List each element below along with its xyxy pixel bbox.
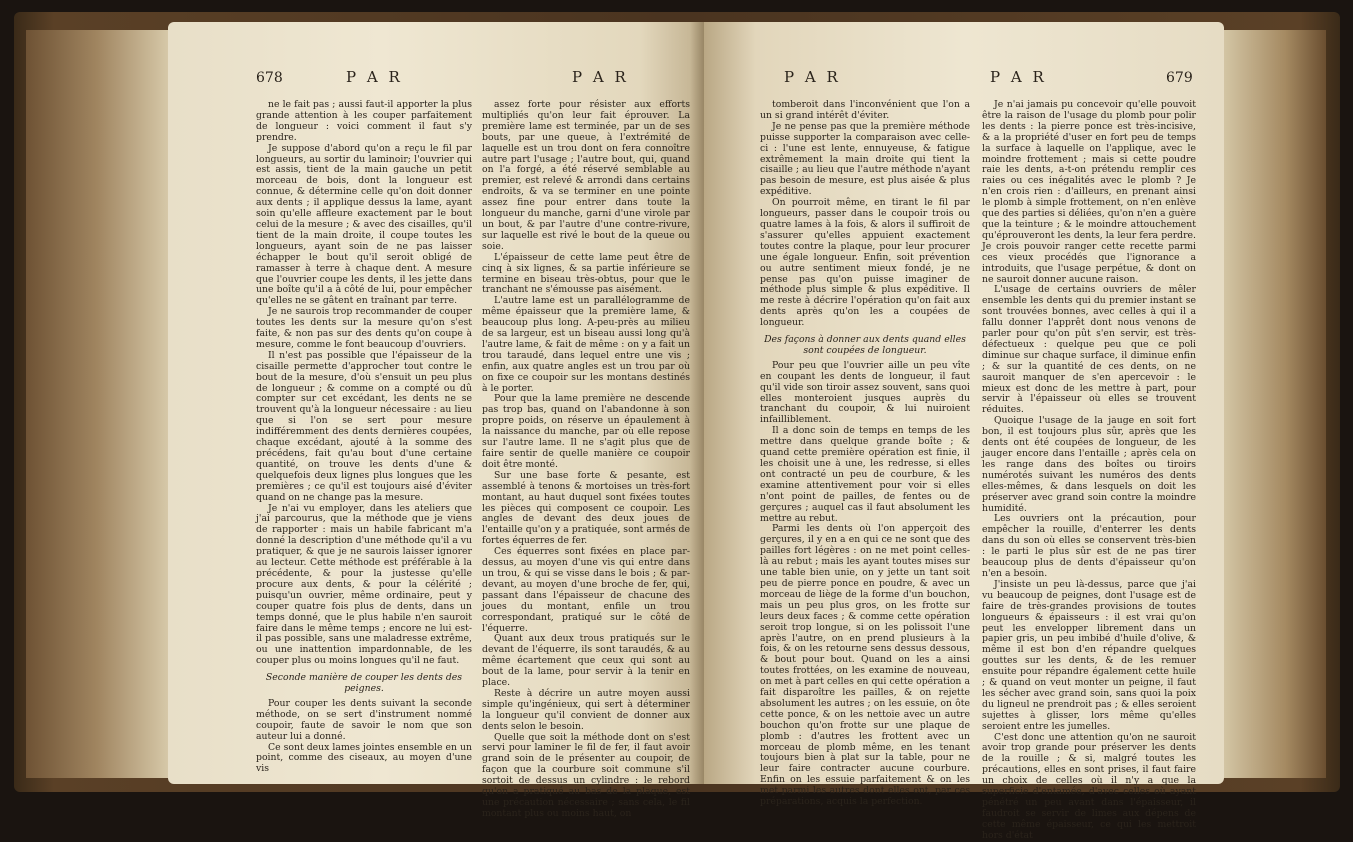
- paragraph: Ce sont deux lames jointes ensemble en un point, comme des ciseaux, au moyen d'une vis: [256, 741, 472, 775]
- paragraph: ne le fait pas ; aussi faut-il apporter la plus grande attention à les couper parfaitement de longueur : voici comment il faut s'y prendre.: [256, 99, 472, 143]
- paragraph: L'usage de certains ouvriers de mêler ensemble les dents qui du premier instant se sont trouvées bonnes, avec celles à qui il a fallu donner l'apprêt dont nous venons de parler pour qu'on pût s'en servir, est très-défectueux : quelque peu que ce poli diminue sur chaque surface, il diminue enfin ; & sur la quantité de ces dents, on ne sauroit manquer de s'en apercevoir : le mieux est donc de les mettre à part, pour servir à l'épaisseur où elles se trouvent réduites.: [982, 284, 1196, 416]
- paragraph: tomberoit dans l'inconvénient que l'on a un si grand intérêt d'éviter.: [760, 99, 970, 121]
- paragraph: Je suppose d'abord qu'on a reçu le fil par longueurs, au sortir du laminoir; l'ouvrier qui est assis, tient de la main gauche un petit morceau de bois, dont la longueur est connue, & détermine celle qu'on doit donner aux dents ; il applique dessus la lame, ayant soin qu'elle affleure exactement par le bout celui de la mesure ; & avec des cisailles, qu'il tient de la main droite, il coupe toutes les longueurs, ayant soin de ne pas laisser échapper le bout qu'il seroit obligé de ramasser à terre à chaque dent. A mesure que l'ouvrier coupe les dents, il les jette dans une boîte qu'il a à côté de lui, pour empêcher qu'elles ne se gâtent en traînant par terre.: [256, 142, 472, 307]
- paragraph: Pour peu que l'ouvrier aille un peu vîte en coupant les dents de longueur, il faut qu'il vide son tiroir assez souvent, sans quoi elles monteroient jusques auprès du tranchant du coupoir, & lui nuiroient infailliblement.: [760, 359, 970, 426]
- left-page-stack: [26, 30, 168, 778]
- text-column-2: [982, 99, 1196, 841]
- paragraph: Sur une base forte & pesante, est assemblé à tenons & mortoises un très-fort montant, au haut duquel sont fixées toutes les pièces qui composent ce coupoir. Les angles de devant des deux joues de l'entaille qu'on y a pratiquée, sont armés de fortes équerres de fer.: [482, 469, 690, 547]
- paragraph: Pour que la lame première ne descende pas trop bas, quand on l'abandonne à son propre poids, on réserve un épaulement à la naissance du manche, par où elle repose sur l'autre lame. Il ne s'agit plus que de faire sentir de quelle manière ce coupoir doit être monté.: [482, 393, 690, 470]
- paragraph: Il n'est pas possible que l'épaisseur de la cisaille permette d'approcher tout contre le bout de la mesure, d'où s'ensuit un peu plus de longueur ; & comme on a compté ou dû compter sur cet excédant, les dents ne se trouvent qu'à la longueur nécessaire : au lieu que si l'on se sert pour mesure indifféremment des dents dernières coupées, chaque excédant, ajouté à la somme des précédens, fait qu'au bout d'une certaine quantité, on trouve les dents d'une & quelquefois deux lignes plus longues que les premières ; ce qu'il est toujours aisé d'éviter quand on ne change pas la mesure.: [256, 349, 472, 503]
- paragraph: Quant aux deux trous pratiqués sur le devant de l'équerre, ils sont taraudés, & au même écartement que ceux qui sont au bout de la lame, pour servir à la tenir en place.: [482, 633, 690, 689]
- paragraph: Les ouvriers ont la précaution, pour empêcher la rouille, d'enterrer les dents dans du son où elles se conservent très-bien : le parti le plus sûr est de ne pas tirer beaucoup plus de dents d'épaisseur qu'on n'en a besoin.: [982, 513, 1196, 579]
- text-column-1: [760, 99, 970, 808]
- paragraph: Il a donc soin de temps en temps de les mettre dans quelque grande boîte ; & quand cette première opération est finie, il les choisit une à une, les redresse, si elles ont contracté un peu de courbure, & les examine attentivement pour voir si elles n'ont point de pailles, de fentes ou de gerçures ; auquel cas il faut absolument les mettre au rebut.: [760, 425, 970, 524]
- running-head: P A R: [572, 68, 629, 86]
- paragraph: Je ne pense pas que la première méthode puisse supporter la comparaison avec celle-ci : l'une est lente, ennuyeuse, & fatigue extrêmement la main droite qui tient la cisaille ; au lieu que l'autre méthode n'ayant pas besoin de mesure, est plus aisée & plus expéditive.: [760, 120, 970, 198]
- paragraph: On pourroit même, en tirant le fil par longueurs, passer dans le coupoir trois ou quatre lames à la fois, & alors il suffiroit de s'assurer qu'elles appuient exactement toutes contre la plaque, pour leur procurer une égale longueur. Enfin, soit prévention ou autre sentiment mieux fondé, je ne pense pas qu'on puisse imaginer de méthode plus simple & plus expéditive. Il me reste à décrire l'opération qu'on fait aux dents après qu'on les a coupées de longueur.: [760, 197, 970, 329]
- right-page-stack: [1224, 30, 1326, 778]
- paragraph: Quoique l'usage de la jauge en soit fort bon, il est toujours plus sûr, après que les dents ont été coupées de longueur, de les jauger encore dans l'entaille ; après cela on les range dans des boîtes ou tiroirs numérotés suivant les numéros des dents elles-mêmes, & dans lesquels on doit les préserver avec grand soin contre la moindre humidité.: [982, 415, 1196, 514]
- text-column-2: [482, 99, 690, 819]
- paragraph: Je n'ai vu employer, dans les ateliers que j'ai parcourus, que la méthode que je viens de rapporter : mais un habile fabricant m'a donné la description d'une méthode qu'il a vu pratiquer, & que je ne saurois laisser ignorer au lecteur. Cette méthode est préférable à la précédente, & pour la justesse qu'elle procure aux dents, & pour la célérité ; puisqu'un ouvrier, même ordinaire, peut y couper quatre fois plus de dents, dans un temps donné, que le plus habile n'en sauroit faire dans le même temps ; encore ne lui est-il pas possible, sans une maladresse extrême, ou une inattention impardonnable, de les couper plus ou moins longues qu'il ne faut.: [256, 502, 472, 667]
- running-head: P A R: [346, 68, 403, 86]
- section-heading: Des façons à donner aux dents quand elles sont coupées de longueur.: [764, 334, 966, 356]
- paragraph: J'insiste un peu là-dessus, parce que j'ai vu beaucoup de peignes, dont l'usage est de faire de très-grandes provisions de toutes longueurs & épaisseurs : il est vrai qu'on peut les envelopper librement dans un papier gris, un peu imbibé d'huile d'olive, & même il est bon d'en répandre quelques gouttes sur les dents, & de les remuer ensuite pour répandre également cette huile ; & quand on veut monter un peigne, il faut les sécher avec grand soin, sans quoi la poix du ligneul ne prendroit pas ; & elles seroient sujettes à glisser, lors même qu'elles seroient entre les jumelles.: [982, 578, 1196, 732]
- paragraph: Quelle que soit la méthode dont on s'est servi pour laminer le fil de fer, il faut avoir grand soin de le présenter au coupoir, de façon que la courbure soit commune s'il sortoit de dessus un cylindre : le rebord qu'on a pratiqué au bas de la plaque, est une précaution nécessaire ; sans cela, le fil montant plus ou moins haut, on: [482, 731, 690, 819]
- paragraph: L'autre lame est un parallélogramme de même épaisseur que la première lame, & beaucoup plus long. A-peu-près au milieu de sa largeur, est un biseau aussi long qu'à l'autre lame, & fait de même : on y a fait un trou taraudé, dans lequel entre une vis ; enfin, aux quatre angles est un trou par où on fixe ce coupoir sur les montans destinés à le porter.: [482, 295, 690, 394]
- paragraph: Ces équerres sont fixées en place par-dessus, au moyen d'une vis qui entre dans un trou, & qui se visse dans le bois ; & par-devant, au moyen d'une broche de fer, qui, passant dans l'épaisseur de chacune des joues du montant, enfile un trou correspondant, pratiqué sur le côté de l'équerre.: [482, 546, 690, 634]
- paragraph: Je n'ai jamais pu concevoir qu'elle pouvoit être la raison de l'usage du plomb pour polir les dents : la pierre ponce est très-incisive, & a la propriété d'user en fort peu de temps la surface à laquelle on l'applique, avec le moindre frottement ; mais si cette poudre raie les dents, a-t-on prétendu remplir ces raies ou ces inégalités avec le plomb ? Je n'en crois rien : d'ailleurs, en prenant ainsi le plomb à simple frottement, on n'en enlève que des parties si déliées, qu'on n'en a guère que la teinture ; & le moindre attouchement qu'éprouveront les dents, la leur fera perdre. Je crois pouvoir ranger cette recette parmi ces vieux procédés que l'ignorance a introduits, que l'usage perpétue, & dont on ne sauroit donner aucune raison.: [982, 99, 1196, 285]
- paragraph: Je ne saurois trop recommander de couper toutes les dents sur la mesure qu'on s'est faite, & non pas sur des dents qu'on coupe à mesure, comme le font beaucoup d'ouvriers.: [256, 306, 472, 350]
- paragraph: L'épaisseur de cette lame peut être de cinq à six lignes, & sa partie inférieure se termine en biseau très-obtus, pour que le tranchant ne s'émousse pas aisément.: [482, 251, 690, 296]
- running-head: P A R: [784, 68, 841, 86]
- running-head: P A R: [990, 68, 1047, 86]
- left-page: [168, 22, 704, 819]
- paragraph: C'est donc une attention qu'on ne sauroit avoir trop grande pour préserver les dents de la rouille ; & si, malgré toutes les précautions, elles en sont prises, il faut faire un choix de celles où il n'y a que la superficie d'entamée, d'avec celles où ayant pénétré un peu avant dans l'épaisseur, il faudroit se servir de limes aux dépens de cette même épaisseur, ce qui les mettroit hors d'état: [982, 731, 1196, 841]
- paragraph: Parmi les dents où l'on apperçoit des gerçures, il y en a en qui ce ne sont que des pailles fort légères : on ne met point celles-là au rebut ; mais les ayant toutes mises sur une table bien unie, on y jette un tant soit peu de pierre ponce en poudre, & avec un morceau de liège de la forme d'un bouchon, mais un peu plus gros, on les frotte sur leurs deux faces ; & comme cette opération seroit trop longue, si on les polissoit l'une après l'autre, on en prend plusieurs à la fois, & on les retourne sens dessus dessous, & bout pour bout. Quand on les a ainsi toutes frottées, on les examine de nouveau, on met à part celles en qui cette opération a fait disparoître les pailles, & on rejette absolument les autres ; on les essuie, on ôte cette ponce, & on les nettoie avec un autre bouchon qu'on frotte sur une plaque de plomb : d'autres les frottent avec un morceau de plomb même, en les tenant toujours bien à plat sur la table, pour ne leur faire contracter aucune courbure. Enfin on les essuie parfaitement & on les met parmi les autres dont elles ont, par ces préparations, acquis la perfection.: [760, 523, 970, 808]
- right-page: [704, 22, 1224, 841]
- paragraph: Pour couper les dents suivant la seconde méthode, on se sert d'instrument nommé coupoir, faute de savoir le nom que son auteur lui a donné.: [256, 697, 472, 742]
- text-column-1: [256, 99, 472, 775]
- section-heading: Seconde manière de couper les dents des peignes.: [265, 672, 463, 695]
- paragraph: assez forte pour résister aux efforts multipliés qu'on leur fait éprouver. La première lame est terminée, par un de ses bouts, par une queue, à l'extrémité de laquelle est un trou dont on fera connoître autre part l'usage ; l'autre bout, qui, quand on l'a forgé, a été réservé semblable au premier, est relevé & arrondi dans certains endroits, & va se terminer en une pointe assez fine pour entrer dans toute la longueur du manche, garni d'une virole par un bout, & par l'autre d'une contre-rivure, sur laquelle est rivé le bout de la queue ou soie.: [482, 99, 690, 252]
- page-number: 679: [1166, 70, 1193, 86]
- page-number: 678: [256, 70, 283, 86]
- paragraph: Reste à décrire un autre moyen aussi simple qu'ingénieux, qui sert à déterminer la longueur qu'il convient de donner aux dents selon le besoin.: [482, 687, 690, 732]
